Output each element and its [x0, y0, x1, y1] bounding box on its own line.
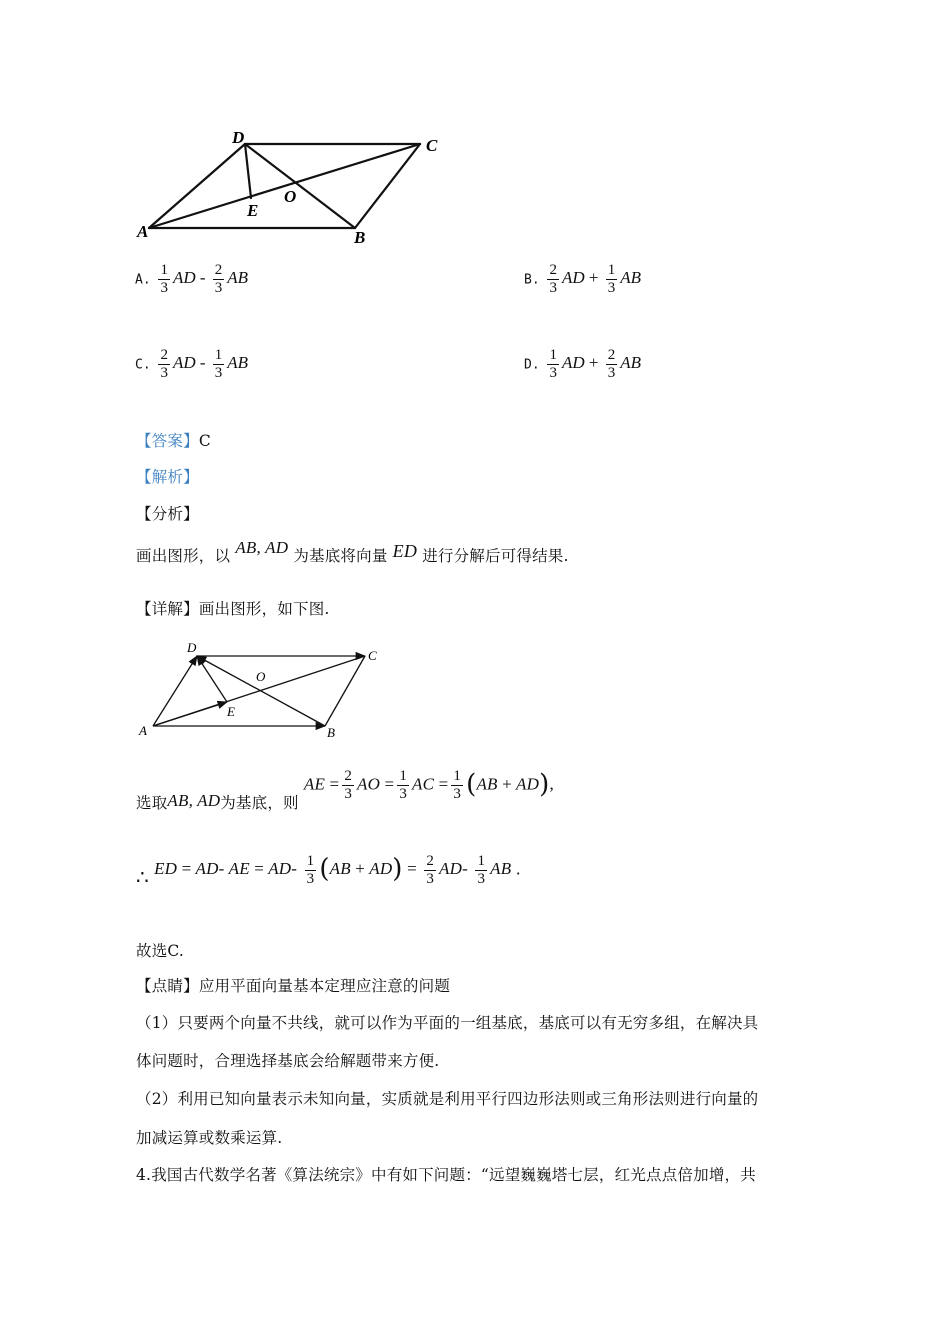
fig1-label-O: O	[284, 187, 297, 206]
option-a-op: -	[199, 268, 206, 288]
step2-end: .	[515, 860, 521, 879]
step2-ad1: AD	[195, 859, 219, 879]
option-d-label: D.	[524, 357, 540, 373]
point1-line1: （1）只要两个向量不共线，就可以作为平面的一组基底，基底可以有无穷多组，在解决具	[136, 1014, 759, 1032]
step1-ac: AC	[412, 774, 435, 794]
dianjing-text: 应用平面向量基本定理应注意的问题	[198, 977, 451, 995]
step1-f1n: 2	[344, 768, 353, 784]
option-c-frac1-den: 3	[160, 365, 168, 381]
step1-pre: 选取	[136, 794, 168, 812]
fig1-label-E: E	[247, 201, 259, 220]
fig1-label-D: D	[232, 128, 245, 147]
option-a-frac2-num: 2	[214, 262, 223, 278]
fig2-label-A: A	[139, 723, 147, 738]
option-b-vec1: AD	[561, 268, 585, 288]
answer-line	[136, 430, 211, 452]
step2-minus1: -	[218, 859, 225, 879]
step1-f3d: 3	[453, 786, 462, 802]
step2-ed: ED	[154, 859, 178, 879]
step2-minus2: -	[291, 859, 298, 879]
option-c[interactable]	[135, 347, 248, 382]
step1-comma: ,	[549, 774, 554, 794]
step2-ab2: AB	[490, 859, 512, 879]
option-c-vec1: AD	[172, 353, 196, 373]
option-b-op: +	[588, 268, 599, 288]
option-a-frac1-num: 1	[160, 262, 168, 278]
option-a[interactable]	[135, 262, 248, 297]
step2-ad3: AD	[369, 859, 393, 879]
step2-line: ∴ ED = AD- AE = AD- $\frac{1}{3}$ (AB + AD) = $\frac{2}{3}$ AD- $\frac{1}{3}$ AB .	[136, 853, 521, 890]
step1-vecs: AB, AD	[167, 791, 221, 810]
step2-fd: 3	[306, 871, 315, 887]
option-d[interactable]	[524, 347, 641, 382]
figure-parallelogram-2	[135, 638, 390, 743]
point2-line2: 加减运算或数乘运算.	[136, 1129, 283, 1147]
option-b-frac2-den: 3	[607, 280, 616, 296]
option-c-label: C.	[135, 357, 151, 373]
fig2-label-D: D	[187, 640, 197, 655]
step2-fn: 1	[306, 853, 315, 869]
option-d-vec2: AB	[620, 353, 641, 373]
step1-f2d: 3	[399, 786, 408, 802]
option-c-frac2-num: 1	[214, 347, 223, 363]
step1-f1d: 3	[344, 786, 353, 802]
step2-f3d: 3	[477, 871, 486, 887]
point2-line1: （2）利用已知向量表示未知向量，实质就是利用平行四边形法则或三角形法则进行向量的	[136, 1090, 759, 1108]
analysis-tag: 【解析】	[136, 468, 199, 486]
step1-ab: AB	[476, 774, 498, 794]
next-question: 4.我国古代数学名著《算法统宗》中有如下问题：“远望巍巍塔七层，红光点点倍加增，共	[136, 1166, 756, 1184]
step1-eq1: =	[329, 774, 340, 794]
step1-eq2: =	[384, 774, 395, 794]
option-d-vec1: AD	[561, 353, 585, 373]
step1-line: 选取AB, AD为基底，则 AE = $\frac{2}{3}$ AO = $\frac{1}{3}$ AC = $\frac{1}{3}$ (AB + AD),	[136, 768, 554, 812]
option-d-frac1-num: 1	[549, 347, 557, 363]
step1-f3n: 1	[453, 768, 462, 784]
fig2-label-C: C	[368, 648, 377, 663]
answer-tag: 【答案】	[136, 432, 199, 450]
option-a-label: A.	[135, 272, 151, 288]
fig2-label-B: B	[327, 725, 335, 740]
step2-f2n: 2	[426, 853, 435, 869]
step2-f3n: 1	[477, 853, 486, 869]
figure-parallelogram-1	[135, 125, 455, 250]
fig1-label-C: C	[426, 136, 438, 155]
fig1-label-B: B	[354, 228, 366, 247]
option-c-vec2: AB	[227, 353, 249, 373]
step1-ae: AE	[303, 774, 326, 794]
answer-value: C	[198, 432, 211, 450]
option-c-frac1-num: 2	[160, 347, 168, 363]
step1-mid: 为基底，则	[220, 794, 299, 812]
fenxi-vec: ED	[392, 541, 418, 561]
option-a-vec1: AD	[172, 268, 196, 288]
fig2-label-O: O	[256, 669, 266, 684]
step2-plus: +	[355, 859, 366, 879]
step2-ad2: AD	[268, 859, 292, 879]
step2-ad4: AD	[439, 859, 463, 879]
step2-minus3: -	[462, 859, 468, 879]
option-b-vec2: AB	[620, 268, 641, 288]
detail-line	[136, 598, 330, 620]
option-b[interactable]	[524, 262, 641, 297]
fenxi-post: 进行分解后可得结果.	[422, 547, 569, 565]
option-a-frac1-den: 3	[160, 280, 168, 296]
option-c-frac2-den: 3	[214, 365, 223, 381]
fenxi-tag: 【分析】	[136, 505, 199, 523]
step2-ae: AE	[228, 859, 250, 879]
step1-f2n: 1	[399, 768, 408, 784]
option-b-frac1-num: 2	[549, 262, 557, 278]
option-b-frac2-num: 1	[607, 262, 616, 278]
option-c-op: -	[199, 353, 206, 373]
option-d-frac2-den: 3	[607, 365, 616, 381]
option-d-frac2-num: 2	[607, 347, 616, 363]
option-d-op: +	[588, 353, 599, 373]
fenxi-mid: 为基底将向量	[293, 547, 388, 565]
option-a-vec2: AB	[227, 268, 249, 288]
fig2-label-E: E	[227, 704, 235, 719]
option-b-label: B.	[524, 272, 540, 288]
option-b-frac1-den: 3	[549, 280, 557, 296]
step2-ab1: AB	[329, 859, 351, 879]
detail-tag: 【详解】	[136, 600, 199, 618]
dianjing-line	[136, 975, 450, 997]
fig1-label-A: A	[137, 222, 149, 241]
option-a-frac2-den: 3	[214, 280, 223, 296]
fenxi-line	[136, 538, 569, 567]
fenxi-vecs: AB, AD	[235, 538, 289, 557]
step1-eq3: =	[438, 774, 449, 794]
step1-ao: AO	[357, 774, 381, 794]
point1-line2: 体问题时，合理选择基底会给解题带来方便.	[136, 1052, 440, 1070]
conclusion: 故选C.	[136, 942, 185, 960]
step1-ad: AD	[516, 774, 540, 794]
step1-plus: +	[502, 774, 512, 794]
fenxi-pre: 画出图形，以	[136, 547, 231, 565]
dianjing-tag: 【点睛】	[136, 977, 199, 995]
option-d-frac1-den: 3	[549, 365, 557, 381]
step2-f2d: 3	[426, 871, 435, 887]
detail-text: 画出图形，如下图.	[198, 600, 330, 618]
step2-therefore: ∴	[136, 865, 149, 890]
